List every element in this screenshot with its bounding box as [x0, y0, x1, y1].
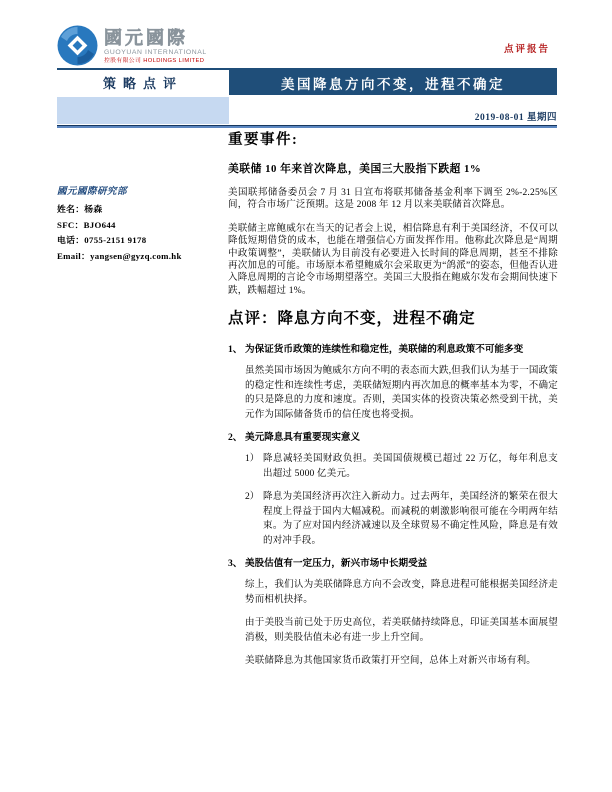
- header-band: [57, 68, 557, 95]
- section-heading-events: 重要事件:: [228, 132, 299, 148]
- logo-company-name-en: GUOYUAN INTERNATIONAL: [104, 49, 207, 56]
- point-number: 1、: [228, 344, 243, 356]
- commentary-point-2: [228, 431, 558, 548]
- report-title: 美国降息方向不变，进程不确定: [229, 70, 557, 95]
- point-paragraph: 虽然美国市场因为鲍威尔方向不明的表态而大跌,但我们认为基于一国政策的稳定性和连续性考虑，美联储短期内再次加息的概率基本为零，不确定的只是降息的力度和速度。否则，美国实体的投资决策必然受到干扰，美元作为国际储备货币的信任度也将受损。: [245, 366, 558, 420]
- report-body: [228, 130, 558, 678]
- report-date: 2019-08-01 星期四: [474, 113, 557, 123]
- point-paragraph: 综上，我们认为美联储降息方向不会改变，降息进程可能根据美国经济走势而相机抉择。: [245, 580, 558, 605]
- section-heading-commentary: 点评：降息方向不变，进程不确定: [228, 310, 476, 328]
- logo-icon: [57, 25, 98, 66]
- point-number: 2、: [228, 432, 243, 444]
- commentary-point-3: [228, 557, 558, 669]
- point-title-text: 为保证货币政策的连续性和稳定性，美联储的利息政策不可能多变: [245, 344, 524, 356]
- subpoint-text: 降息减轻美国财政负担。美国国债规模已超过 22 万亿，每年利息支出超过 5000 亿美元。: [263, 454, 558, 479]
- header-divider: [57, 125, 557, 128]
- commentary-point-1: [228, 343, 558, 422]
- subpoint-number: 1）: [245, 454, 260, 465]
- analyst-email: Email：yangsen@gyzq.com.hk: [57, 250, 182, 261]
- subpoint-text: 降息为美国经济再次注入新动力。过去两年，美国经济的繁荣在很大程度上得益于国内大幅减税。而减税的刺激影响很可能在今明两年结束。为了应对国内经济减速以及全球贸易不确定性风险，降息是有效的对冲手段。: [263, 492, 558, 546]
- point-number: 3、: [228, 558, 243, 570]
- report-type-label: 点评报告: [503, 45, 550, 55]
- point-title-text: 美元降息具有重要现实意义: [245, 432, 361, 444]
- subpoint-number: 2）: [245, 492, 260, 503]
- point-paragraph: 由于美股当前已处于历史高位，若美联储持续降息，印证美国基本面展望消极，则美股估值未必有进一步上升空间。: [245, 618, 558, 643]
- analyst-phone: 电话：0755-2151 9178: [57, 235, 147, 245]
- research-department: 國元國際研究部: [57, 187, 128, 197]
- event-paragraph: 美联储主席鲍威尔在当天的记者会上说，相信降息有利于美国经济，不仅可以降低短期借贷的成本，也能在增强信心方面发挥作用。他称此次降息是“周期中政策调整”，美联储认为目前没有必要进入长时间的降息周期，甚至不排除再次加息的可能。市场原本希望鲍威尔会采取更为“鸽派”的姿态，但他否认进入降息周期的言论令市场期望落空。美国三大股指在鲍威尔发布会期间快速下跌，跌幅超过 1%。: [228, 223, 558, 296]
- point-title: [228, 431, 558, 445]
- company-logo: [57, 25, 207, 66]
- point-title: [228, 557, 558, 571]
- subpoint-2: [228, 490, 558, 548]
- report-category: 策略点评: [57, 70, 229, 95]
- point-paragraph: 美联储降息为其他国家货币政策打开空间，总体上对新兴市场有利。: [245, 656, 537, 667]
- header-accent-box: [57, 97, 229, 124]
- event-paragraph: 美国联邦储备委员会 7 月 31 日宣布将联邦储备基金利率下调至 2%-2.25%区间，符合市场广泛预期。这是 2008 年 12 月以来美联储首次降息。: [228, 188, 558, 211]
- point-title: [228, 343, 558, 357]
- analyst-info-panel: [57, 183, 225, 264]
- logo-company-name-cn: 國元國際: [104, 28, 188, 48]
- analyst-sfc-number: SFC：BJO644: [57, 219, 116, 230]
- subpoint-1: [228, 452, 558, 481]
- logo-company-subtitle: 控股有限公司 HOLDINGS LIMITED: [104, 58, 205, 64]
- point-title-text: 美股估值有一定压力，新兴市场中长期受益: [245, 558, 428, 570]
- event-headline: 美联储 10 年来首次降息，美国三大股指下跌超 1%: [228, 163, 482, 175]
- analyst-name: 姓名：杨森: [57, 204, 103, 214]
